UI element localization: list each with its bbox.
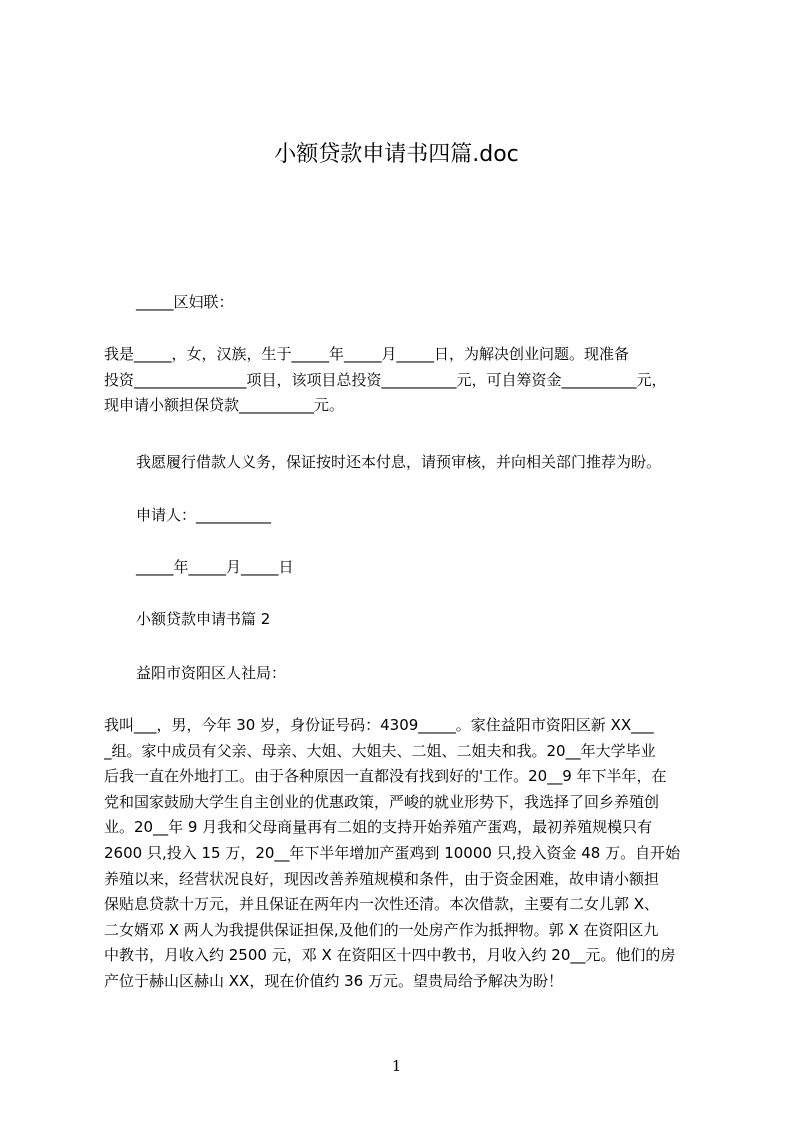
letter1-body-line: 投资_______________项目，该项目总投资__________元，可自筹资金__________元， <box>104 370 667 389</box>
letter2-body-line: 保贴息贷款十万元，并且保证在两年内一次性还清。本次借款，主要有二女儿郭 X、 <box>104 895 660 914</box>
letter2-body-line: 后我一直在外地打工。由于各种原因一直都没有找到好的'工作。20__9 年下半年，在 <box>104 767 667 786</box>
letter1-date: _____年_____月_____日 <box>136 558 294 576</box>
letter2-body-line: 中教书，月收入约 2500 元，邓 X 在资阳区十四中教书，月收入约 20__元。他们的房 <box>104 946 676 965</box>
letter1-body-line: 现申请小额担保贷款__________元。 <box>104 396 345 415</box>
letter1-salutation: _____区妇联： <box>136 293 234 311</box>
letter2-body-line: _组。家中成员有父亲、母亲、大姐、大姐夫、二姐、二姐夫和我。20__年大学毕业 <box>104 741 656 760</box>
letter1-body-line: 我是_____，女，汉族，生于_____年_____月_____日，为解决创业问题。现准备 <box>104 345 630 363</box>
letter2-salutation: 益阳市资阳区人社局： <box>136 664 287 682</box>
letter2-heading: 小额贷款申请书篇 2 <box>136 610 271 628</box>
letter2-body-line: 二女婿邓 X 两人为我提供保证担保,及他们的一处房产作为抵押物。郭 X 在资阳区九 <box>104 920 659 939</box>
letter2-body-line: 养殖以来，经营状况良好，现因改善养殖规模和条件，由于资金困难，故申请小额担 <box>104 869 660 888</box>
letter2-body-line: 2600 只,投入 15 万，20__年下半年增加产蛋鸡到 10000 只,投入资金 48 万。自开始 <box>104 843 681 862</box>
letter2-body-line: 我叫___，男，今年 30 岁，身份证号码：4309_____。家住益阳市资阳区新 XX___ <box>104 716 654 734</box>
letter1-commitment: 我愿履行借款人义务，保证按时还本付息，请预审核，并向相关部门推荐为盼。 <box>136 453 662 471</box>
letter2-body <box>104 713 704 995</box>
document-title: 小额贷款申请书四篇.doc <box>274 142 519 167</box>
letter2-body-line: 业。20__年 9 月我和父母商量再有二姐的支持开始养殖产蛋鸡，最初养殖规模只有 <box>104 818 653 837</box>
letter1-applicant: 申请人：__________ <box>136 506 272 524</box>
letter2-body-line: 党和国家鼓励大学生自主创业的优惠政策，严峻的就业形势下，我选择了回乡养殖创 <box>104 792 660 811</box>
letter2-body-line: 产位于赫山区赫山 XX，现在价值约 36 万元。望贵局给予解决为盼！ <box>104 971 563 990</box>
letter1-body <box>104 342 704 419</box>
page-number: 1 <box>391 1057 402 1075</box>
